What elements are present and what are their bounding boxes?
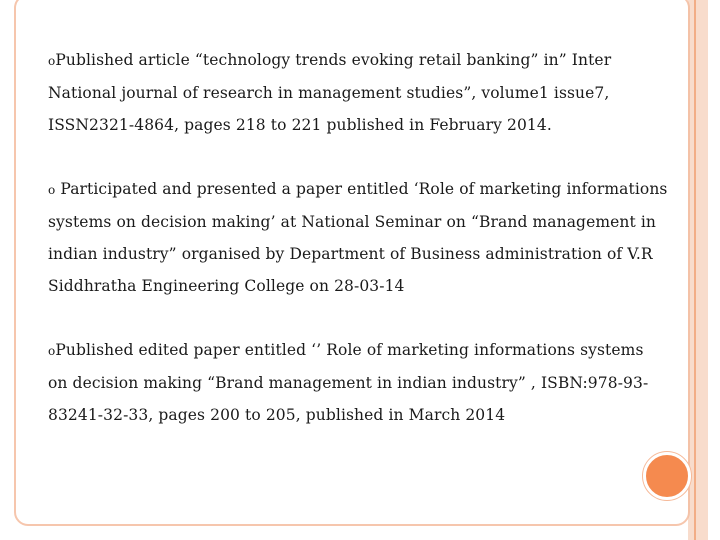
bullet-marker-icon: o	[48, 54, 56, 68]
bullet-item	[48, 334, 668, 431]
slide-right-line	[694, 0, 696, 540]
slide-right-band	[688, 0, 708, 540]
bullet-text: Participated and presented a paper entitled ‘Role of marketing informations systems on decision making’ at National Seminar on “Brand management in indian industry” organised by Department of Business administration of V.R Siddhratha Engineering College on 28-03-14	[48, 180, 668, 295]
slide-content	[48, 44, 668, 431]
bullet-text: Published edited paper entitled ‘’ Role of marketing informations systems on decision making “Brand management in indian industry” , ISBN:978-93-83241-32-33, pages 200 to 205, published in March 2014	[48, 341, 649, 424]
bullet-text: Published article “technology trends evoking retail banking” in” Inter National journal of research in management studies”, volume1 issue7, ISSN2321-4864, pages 218 to 221 published in February 2014.	[48, 51, 612, 134]
bullet-marker-icon: o	[48, 183, 56, 197]
orange-circle-decoration	[643, 452, 691, 500]
bullet-item	[48, 44, 668, 141]
bullet-marker-icon: o	[48, 344, 56, 358]
bullet-item	[48, 173, 668, 302]
